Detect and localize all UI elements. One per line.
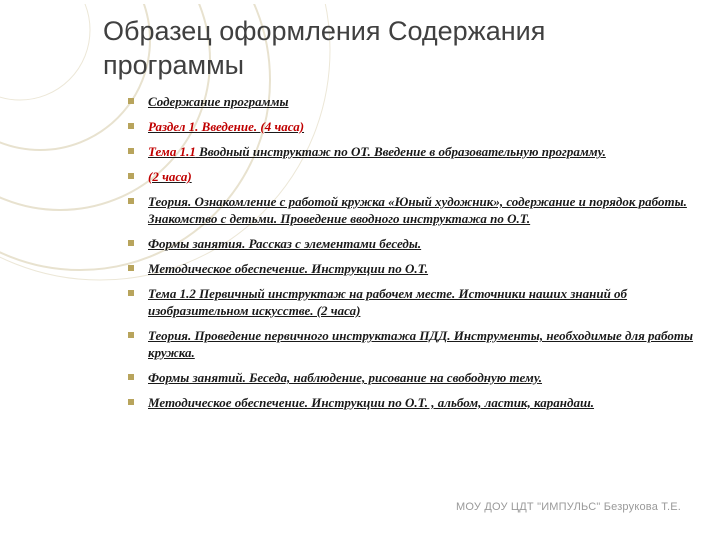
list-item-text: Методическое обеспечение. Инструкции по О.Т.	[148, 261, 429, 276]
list-item-text: (2 часа)	[148, 169, 192, 184]
page-title: Образец оформления Содержания программы	[103, 16, 546, 80]
list-item	[128, 193, 698, 227]
list-item	[128, 394, 698, 411]
bullet-icon	[128, 148, 134, 154]
list-item-text: Формы занятия. Рассказ с элементами беседы.	[148, 236, 422, 251]
list-item	[128, 369, 698, 386]
bullet-icon	[128, 173, 134, 179]
list-item	[128, 143, 698, 160]
bullet-icon	[128, 123, 134, 129]
list-item	[128, 118, 698, 135]
list-item-text: Тема 1.1	[148, 144, 196, 159]
bullet-icon	[128, 240, 134, 246]
list-item-text: Формы занятий. Беседа, наблюдение, рисование на свободную тему.	[148, 370, 543, 385]
list-item	[128, 285, 698, 319]
list-item-text: Теория. Проведение первичного инструктажа ПДД. Инструменты, необходимые для работы кружка.	[148, 328, 694, 360]
list-item-text: Тема 1.2 Первичный инструктаж на рабочем месте. Источники наших знаний об изобразительном искусстве. (2 часа)	[148, 286, 628, 318]
bullet-icon	[128, 374, 134, 380]
bullet-icon	[128, 332, 134, 338]
bullet-icon	[128, 98, 134, 104]
list-item-text: Содержание программы	[148, 94, 289, 109]
list-item-text: Раздел 1. Введение. (4 часа)	[148, 119, 305, 134]
bullet-icon	[128, 265, 134, 271]
list-item-text: Теория. Ознакомление с работой кружка «Юный художник», содержание и порядок работы. Знакомство с детьми. Проведение вводного инструктажа по О.Т.	[148, 194, 687, 226]
list-item	[128, 235, 698, 252]
list-item	[128, 93, 698, 110]
content-list	[128, 93, 698, 411]
bullet-icon	[128, 198, 134, 204]
list-item-text: Вводный инструктаж по ОТ. Введение в образовательную программу.	[195, 144, 606, 159]
list-item	[128, 327, 698, 361]
footer-author: МОУ ДОУ ЦДТ "ИМПУЛЬС" Безрукова Т.Е.	[456, 501, 682, 513]
bullet-icon	[128, 290, 134, 296]
list-item	[128, 260, 698, 277]
list-item-text: Методическое обеспечение. Инструкции по О.Т. , альбом, ластик, карандаш.	[148, 395, 595, 410]
bullet-icon	[128, 399, 134, 405]
list-item	[128, 168, 698, 185]
